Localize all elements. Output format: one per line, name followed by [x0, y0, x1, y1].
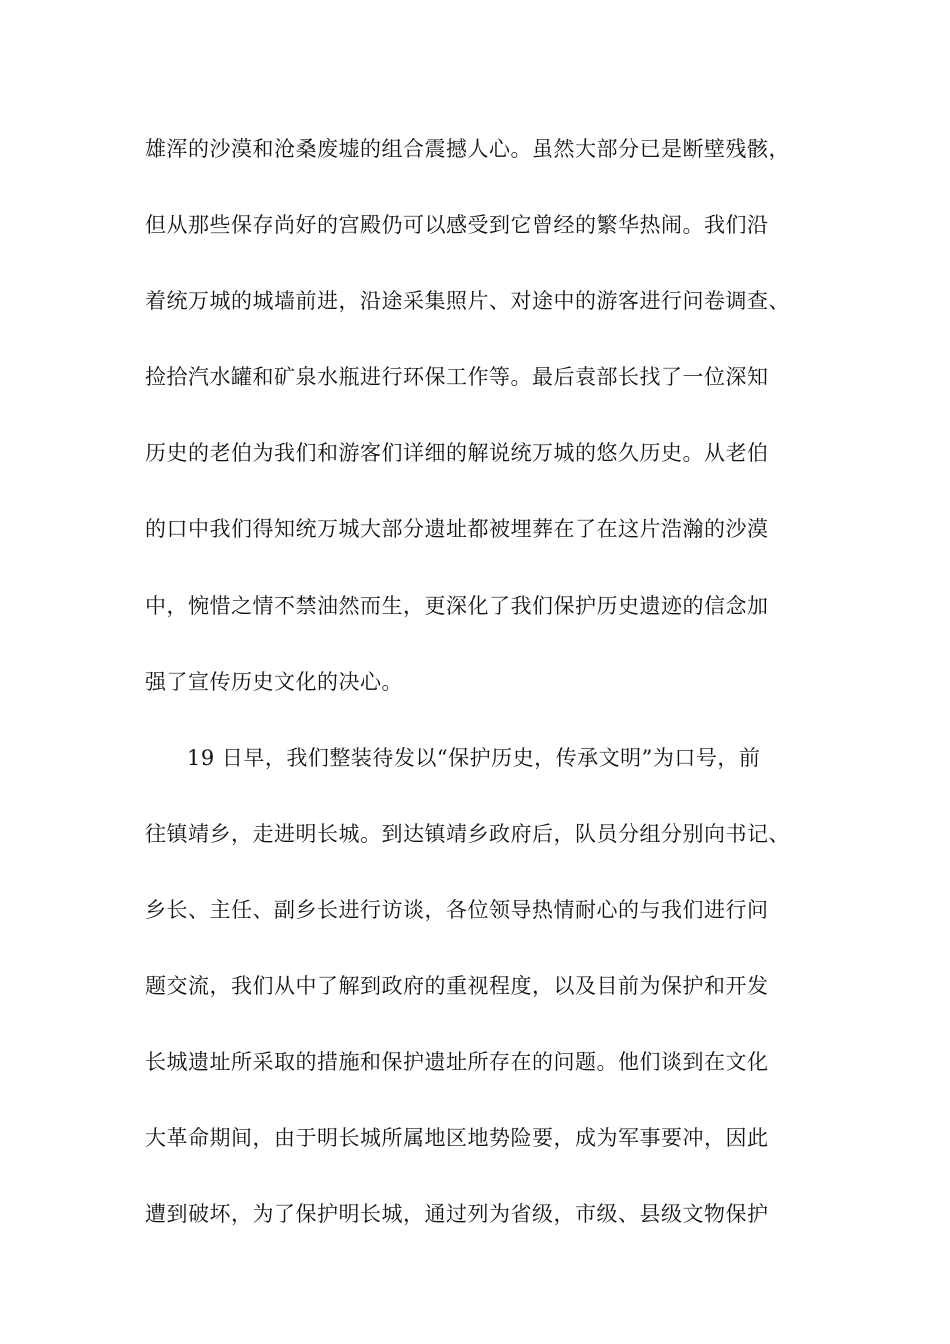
text-line: 雄浑的沙漠和沧桑废墟的组合震撼人心。虽然大部分已是断壁残骸， [145, 137, 790, 161]
text-line: 题交流，我们从中了解到政府的重视程度，以及目前为保护和开发 [145, 974, 769, 999]
text-line: 历史的老伯为我们和游客们详细的解说统万城的悠久历史。从老伯 [145, 441, 769, 466]
text-line: 的口中我们得知统万城大部分遗址都被埋葬在了在这片浩瀚的沙漠 [145, 517, 769, 542]
body-text [145, 128, 825, 1269]
text-line: 但从那些保存尚好的宫殿仍可以感受到它曾经的繁华热闹。我们沿 [145, 213, 769, 238]
text-line: 往镇靖乡，走进明长城。到达镇靖乡政府后，队员分组分别向书记、 [145, 821, 790, 846]
text-line: 强了宣传历史文化的决心。 [145, 669, 403, 694]
text-line: 大革命期间，由于明长城所属地区地势险要，成为军事要冲，因此 [145, 1126, 769, 1151]
text-line: 乡长、主任、副乡长进行访谈，各位领导热情耐心的与我们进行问 [145, 897, 769, 922]
paragraph-start-line: 19 日早，我们整装待发以“保护历史，传承文明”为口号，前 [187, 745, 761, 770]
text-line: 中，惋惜之情不禁油然而生，更深化了我们保护历史遗迹的信念加 [145, 593, 769, 618]
text-line: 捡拾汽水罐和矿泉水瓶进行环保工作等。最后袁部长找了一位深知 [145, 365, 769, 390]
text-line: 长城遗址所采取的措施和保护遗址所存在的问题。他们谈到在文化 [145, 1050, 769, 1075]
text-line: 着统万城的城墙前进，沿途采集照片、对途中的游客进行问卷调查、 [145, 289, 790, 314]
text-line: 遭到破坏，为了保护明长城，通过列为省级，市级、县级文物保护 [145, 1202, 769, 1227]
